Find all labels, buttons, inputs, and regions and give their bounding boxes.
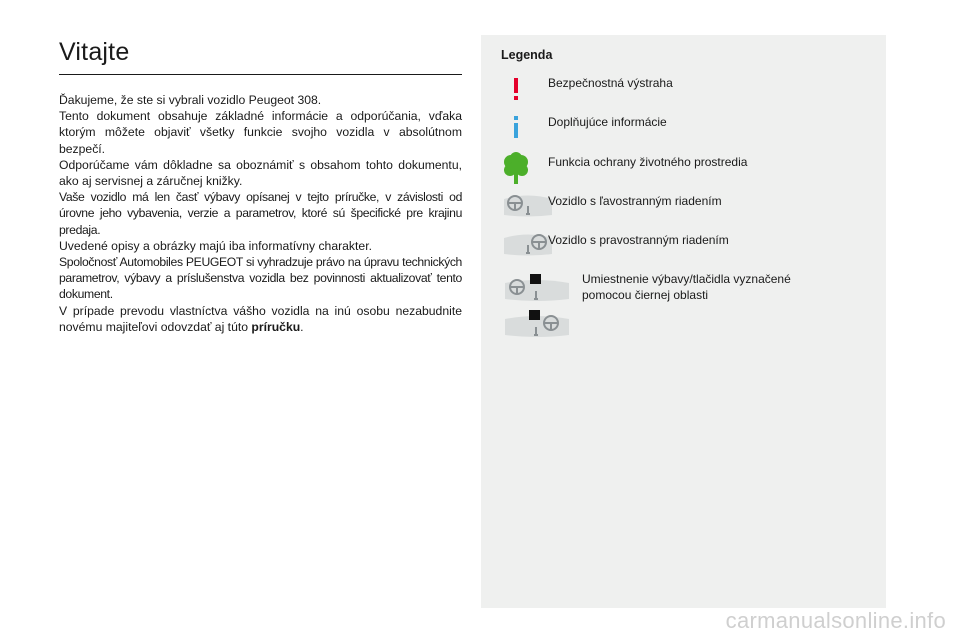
title-divider: [59, 74, 462, 75]
paragraph-end: .: [300, 319, 304, 334]
paragraph-text: V prípade prevodu vlastníctva vášho vozidla na inú osobu nezabudnite novému majiteľovi odovzdať aj túto: [59, 303, 462, 334]
dashboard-location-icon: [503, 273, 571, 308]
welcome-body: [59, 92, 462, 335]
legend-label: Umiestnenie výbavy/tlačidla vyznačené pomocou čiernej oblasti: [582, 272, 791, 302]
paragraph: Ďakujeme, že ste si vybrali vozidlo Peugeot 308.: [59, 93, 322, 107]
legend-label: Bezpečnostná výstraha: [548, 76, 673, 90]
paragraph: Uvedené opisy a obrázky majú iba informatívny charakter.: [59, 238, 372, 253]
legend-label: Doplňujúce informácie: [548, 115, 667, 129]
paragraph: [59, 303, 462, 335]
page-title: Vitajte: [59, 38, 130, 66]
legend-label: Vozidlo s pravostranným riadením: [548, 233, 729, 247]
legend-label: Funkcia ochrany životného prostredia: [548, 155, 748, 169]
paragraph: Vaše vozidlo má len časť výbavy opísanej v tejto príručke, v závislosti od úrovne jeho vybavenia, verzie a parametrov, ktoré sú špecifické pre krajinu predaja.: [59, 190, 462, 237]
dashboard-location-icon: [503, 309, 571, 344]
info-icon: [509, 115, 523, 144]
legend-panel: [481, 35, 886, 608]
rhd-steering-icon: [501, 232, 555, 263]
paragraph: Tento dokument obsahuje základné informácie a odporúčania, vďaka ktorým môžete objaviť všetky funkcie svojho vozidla v absolútnom bezpečí.: [59, 109, 462, 156]
watermark: carmanualsonline.info: [725, 608, 946, 633]
legend-title: Legenda: [501, 48, 553, 62]
lhd-steering-icon: [501, 193, 555, 224]
paragraph: Odporúčame vám dôkladne sa oboznámiť s obsahom tohto dokumentu, ako aj servisnej a záručnej knižky.: [59, 157, 462, 189]
tree-icon: [502, 152, 530, 191]
legend-label: Vozidlo s ľavostranným riadením: [548, 194, 722, 208]
welcome-section: [59, 36, 462, 335]
manual-word: príručku: [251, 319, 301, 334]
exclamation-icon: [509, 77, 523, 106]
paragraph: Spoločnosť Automobiles PEUGEOT si vyhradzuje právo na úpravu technických parametrov, výbavy a príslušenstva vozidla bez povinnosti aktualizovať tento dokument.: [59, 255, 462, 302]
